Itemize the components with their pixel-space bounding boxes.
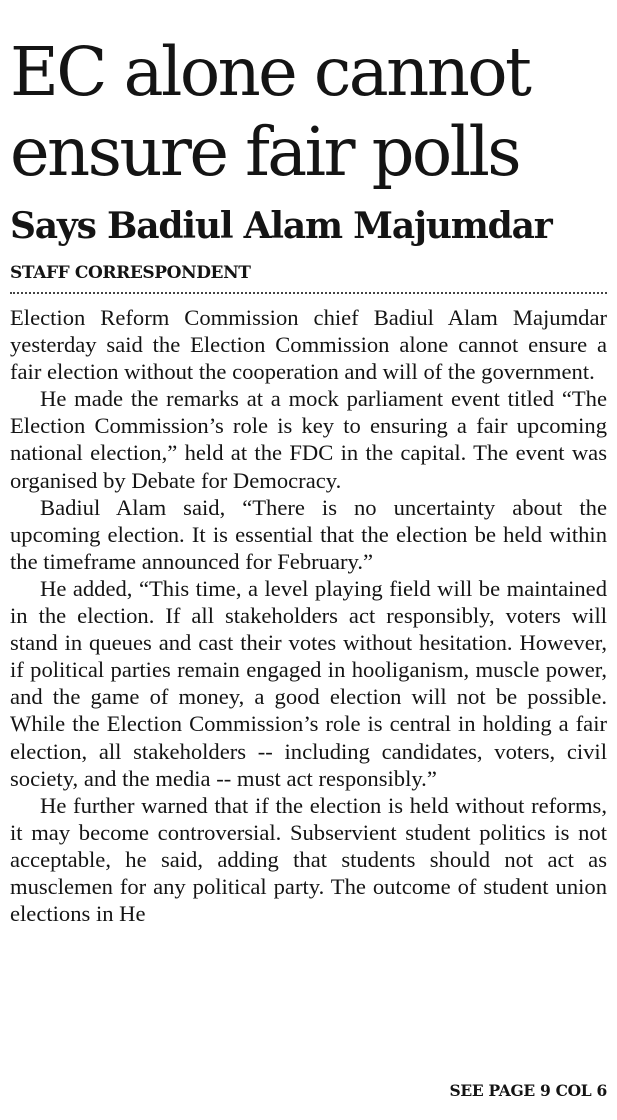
subheadline: Says Badiul Alam Majumdar xyxy=(10,205,552,247)
paragraph-3: Badiul Alam said, “There is no uncertainty about the upcoming election. It is essential that the election be held within the timeframe announced for February.” xyxy=(10,494,607,574)
headline xyxy=(10,0,607,192)
headline-line-1: EC alone cannot xyxy=(10,33,530,111)
byline: STAFF CORRESPONDENT xyxy=(10,263,251,283)
paragraph-5: He further warned that if the election is held without reforms, it may become controversial. Subservient student politics is not acceptable, he said, adding that students should not act as musclemen for any political party. The outcome of student union elections in He xyxy=(10,792,607,927)
dotted-divider xyxy=(10,292,607,294)
article-body xyxy=(10,304,607,927)
headline-line-2: ensure fair polls xyxy=(10,113,520,191)
paragraph-1: Election Reform Commission chief Badiul Alam Majumdar yesterday said the Election Commission alone cannot ensure a fair election without the cooperation and will of the government. xyxy=(10,305,607,385)
paragraph-4: He added, “This time, a level playing field will be maintained in the election. If all stakeholders act responsibly, voters will stand in queues and cast their votes without hesitation. However, if political parties remain engaged in hooliganism, muscle power, and the game of money, a good election will not be possible. While the Election Commission’s role is central in holding a fair election, all stakeholders -- including candidates, voters, civil society, and the media -- must act responsibly.” xyxy=(10,575,607,791)
continuation-link[interactable]: SEE PAGE 9 COL 6 xyxy=(449,1081,607,1100)
paragraph-2: He made the remarks at a mock parliament event titled “The Election Commission’s role is key to ensuring a fair upcoming national election,” held at the FDC in the capital. The event was organised by Debate for Democracy. xyxy=(10,386,607,493)
news-article xyxy=(10,0,607,1120)
